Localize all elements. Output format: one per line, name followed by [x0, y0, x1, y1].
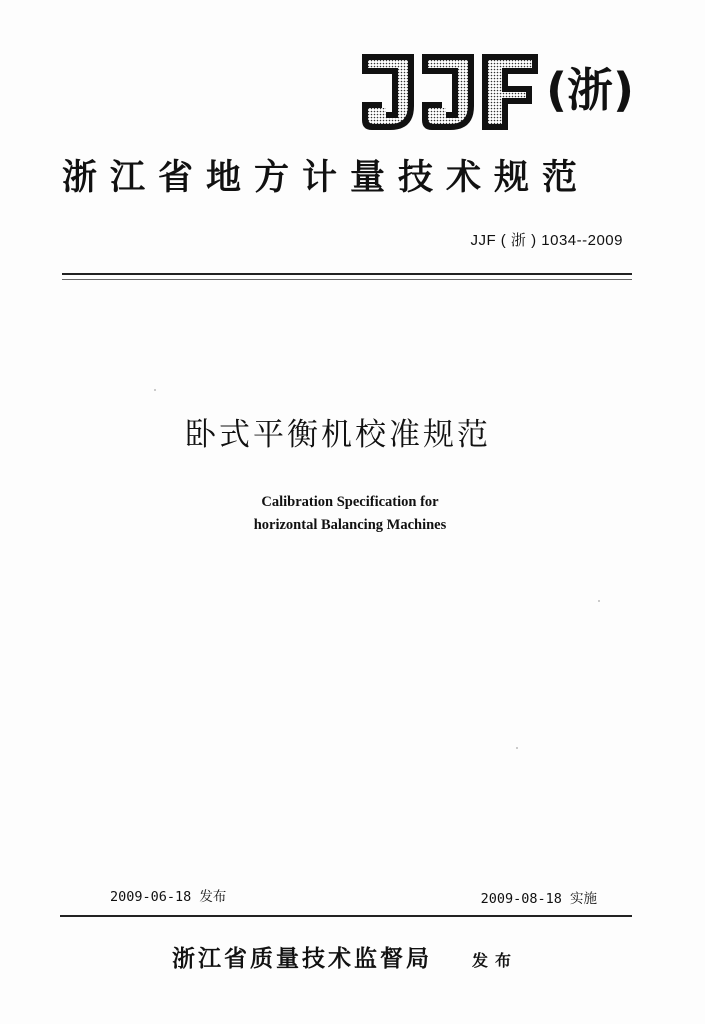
publisher-name: 浙江省质量技术监督局: [172, 945, 432, 972]
document-title-en: [220, 491, 480, 537]
logo-letter-j2: [422, 54, 474, 130]
document-title-cn: 卧式平衡机校准规范: [185, 417, 491, 453]
publisher-action: 发布: [472, 951, 519, 970]
title-en-line-1: Calibration Specification for: [261, 494, 439, 510]
top-divider-thin: [62, 279, 632, 280]
issue-date: 2009-06-18 发布: [110, 889, 227, 905]
logo-suffix: (浙): [546, 63, 635, 117]
document-code: JJF ( 浙 ) 1034--2009: [470, 232, 623, 249]
implementation-date: 2009-08-18 实施: [480, 891, 597, 907]
jjf-logo: [358, 50, 638, 134]
scan-speck: [598, 600, 600, 602]
bottom-divider: [60, 915, 632, 917]
logo-letter-j1: [362, 54, 414, 130]
title-en-line-2: horizontal Balancing Machines: [253, 517, 447, 533]
scan-speck: [516, 747, 518, 749]
scan-speck: [154, 389, 156, 391]
logo-letter-f: [482, 54, 538, 130]
series-title: 浙江省地方计量技术规范: [62, 157, 591, 198]
top-divider: [62, 273, 632, 275]
